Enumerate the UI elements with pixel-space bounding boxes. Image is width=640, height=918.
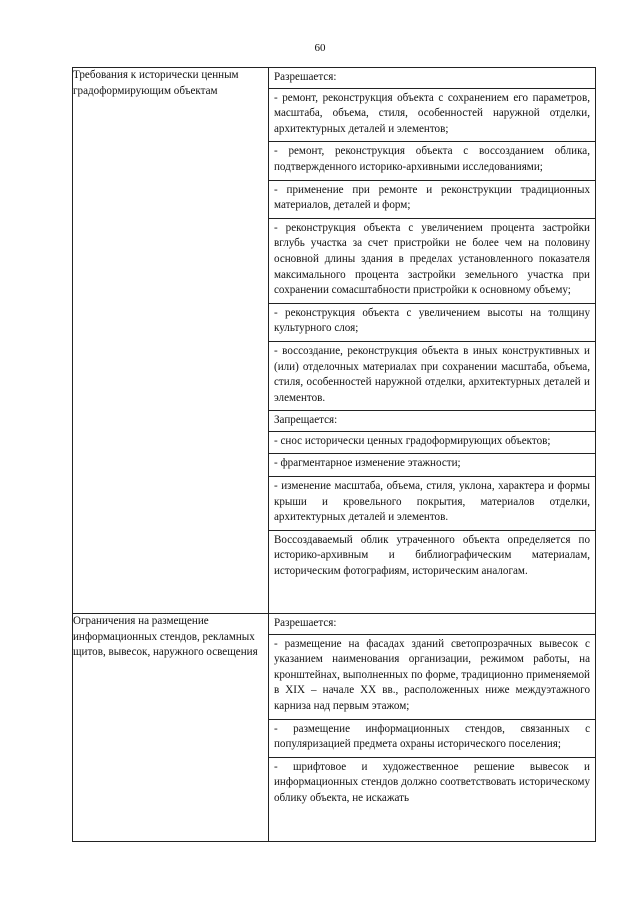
list-item: - размещение на фасадах зданий светопрозрачных вывесок с указанием наименования организации, режимом работы, на кронштейнах, выполненных по форме, традиционно применяемой в XIX – начале XX вв., расположенных ниже междуэтажного карниза над первым этажом; [269,635,595,720]
row-content-signage-restrictions [269,614,596,842]
list-item: - ремонт, реконструкция объекта с сохранением его параметров, масштаба, объема, стиля, особенностей наружной отделки, архитектурных деталей и элементов; [269,89,595,143]
page-number: 60 [314,42,326,54]
list-item: - ремонт, реконструкция объекта с воссозданием облика, подтвержденного историко-архивными исследованиями; [269,142,595,180]
list-item: - шрифтовое и художественное решение вывесок и информационных стендов должно соответствовать историческому облику объекта, не искажать [274,760,590,804]
list-item: - воссоздание, реконструкция объекта в иных конструктивных и (или) отделочных материалах при сохранении масштаба, объема, стиля, особенностей наружной отделки, архитектурных деталей и элементов. [269,342,595,411]
allowed-heading: Разрешается: [269,614,595,635]
row-label-signage-restrictions: Ограничения на размещение информационных стендов, рекламных щитов, вывесок, наружного освещения [73,614,269,842]
list-item: - реконструкция объекта с увеличением высоты на толщину культурного слоя; [269,304,595,342]
row-content-historic-objects [269,68,596,614]
list-item: - применение при ремонте и реконструкции традиционных материалов, деталей и форм; [269,181,595,219]
table-row [73,68,596,614]
list-item: - реконструкция объекта с увеличением процента застройки вглубь участка за счет пристройки не более чем на половину основной длины здания в пределах установленного показателя максимального процента застройки земельного участка при сохранении сомасштабности пристройки к основному объему; [269,219,595,304]
list-item: - фрагментарное изменение этажности; [269,454,595,477]
requirements-table [72,67,596,842]
list-item: - размещение информационных стендов, связанных с популяризацией предмета охраны исторического поселения; [269,720,595,758]
allowed-heading: Разрешается: [269,68,595,89]
row-label-historic-objects: Требования к исторически ценным градоформирующим объектам [73,68,269,614]
prohibited-heading: Запрещается: [269,411,595,432]
list-item: - изменение масштаба, объема, стиля, уклона, характера и формы крыши и кровельного покрытия, материалов отделки, архитектурных деталей и элементов. [269,477,595,531]
table-row [73,614,596,842]
restoration-note: Воссоздаваемый облик утраченного объекта определяется по историко-архивным и библиографическим материалам, историческим фотографиям, историческим аналогам. [274,533,590,578]
list-item: - снос исторически ценных градоформирующих объектов; [269,432,595,455]
